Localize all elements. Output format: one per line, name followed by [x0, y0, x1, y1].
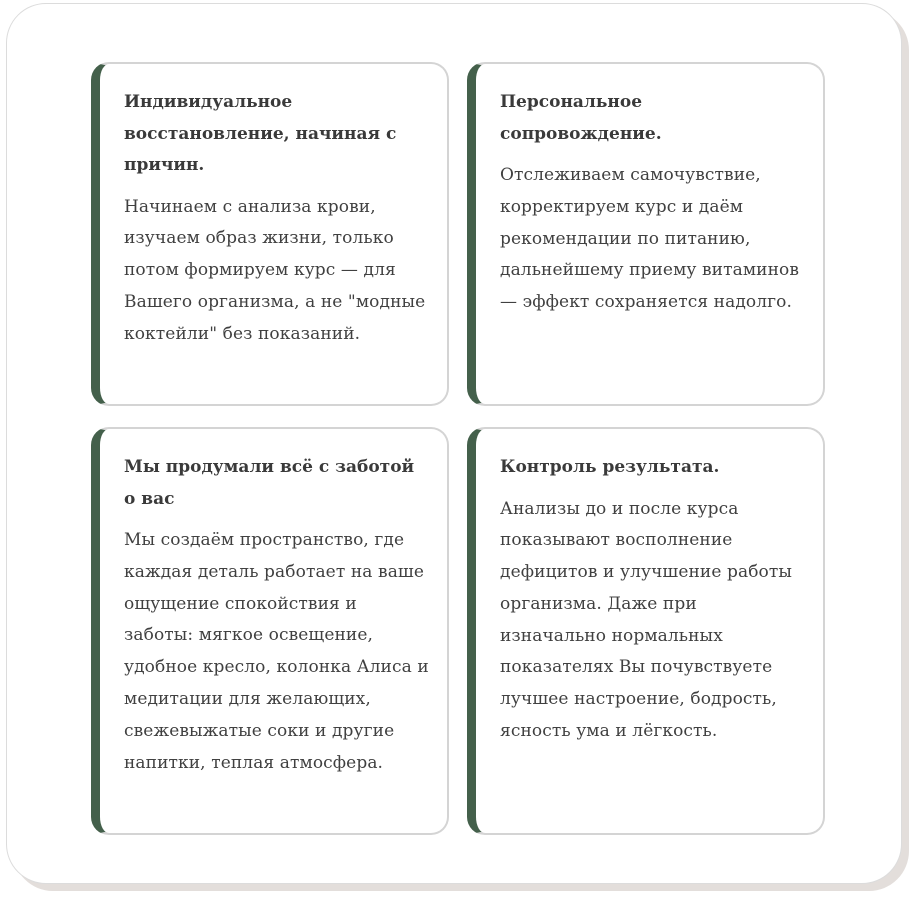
card-description: Начинаем с анализа крови, изучаем образ жизни, только потом формируем курс — для Вашего организма, а не "модные коктейли" без показаний. [124, 196, 426, 344]
benefit-card-care [91, 427, 449, 835]
benefit-card-individual-recovery [91, 62, 449, 406]
card-title: Контроль результата. [500, 457, 720, 477]
card-description: Отслеживаем самочувствие, корректируем курс и даём рекомендации по питанию, дальнейшему приему витаминов — эффект сохраняется надолго. [500, 165, 800, 313]
benefits-panel [6, 3, 902, 884]
benefit-card-result-control [467, 427, 825, 835]
card-description: Мы создаём пространство, где каждая деталь работает на ваше ощущение спокойствия и заботы: мягкое освещение, удобное кресло, колонка Алиса и медитации для желающих, свежевыжатые соки и другие напитки, теплая атмосфера. [124, 530, 429, 773]
card-title: Персональное сопровождение. [500, 92, 662, 144]
card-description: Анализы до и после курса показывают восполнение дефицитов и улучшение работы организма. Даже при изначально нормальных показателях Вы почувствуете лучшее настроение, бодрость, ясность ума и лёгкость. [500, 498, 793, 742]
card-title: Индивидуальное восстановление, начиная с причин. [124, 92, 397, 175]
card-title: Мы продумали всё с заботой о вас [124, 457, 415, 509]
benefit-card-personal-support [467, 62, 825, 406]
